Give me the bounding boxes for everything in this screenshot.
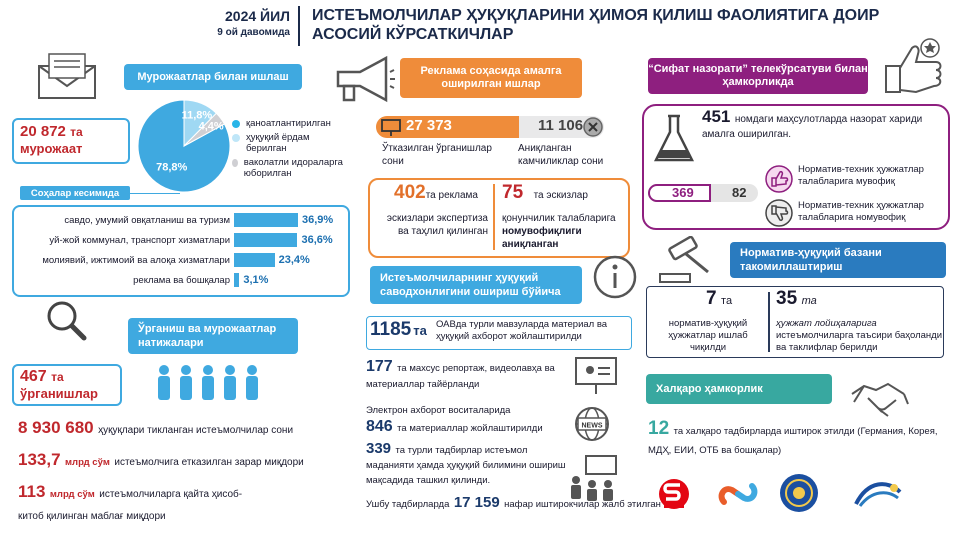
appeals-pie-chart [136,98,232,194]
divider [493,184,495,250]
legend-label: қаноатлантирилган [246,118,331,129]
sector-value: 3,1% [243,274,269,286]
legal-docs-unit: та [721,295,733,307]
sectors-bar-chart [14,212,348,292]
legend-dot [232,120,240,128]
literacy-mass-num: 1185 [370,319,412,340]
studies-count-label: ўрганишлар [20,386,98,401]
quality-ok-text: Норматив-техник ҳужжатлар талабларига мувофиқ [798,164,924,187]
legal-drafts [776,288,817,310]
literacy-participants-text: нафар иштирокчилар жалб этилган [504,499,661,510]
info-icon [592,254,638,300]
studies-row-unit: млрд сўм [49,489,95,500]
quality-bad-text: Норматив-техник ҳужжатлар талабларига номувофиқ [798,200,924,223]
studies-row-num: 8 930 680 [18,418,94,437]
legal-drafts-text1: ҳужжат лойиҳаларига [776,318,877,329]
quality-products [702,107,942,141]
ads-expertise-num: 402 [394,182,426,203]
ads-heading: Реклама соҳасида амалга оширилган ишлар [400,58,582,98]
literacy-events-text: та турли тадбирлар истеъмол маданияти ҳамда ҳуқуқий билимини ошириш мақсадида ташкил қилинди. [366,445,566,486]
ads-flaws-num: 11 106 [538,117,584,134]
legal-drafts-num: 35 [776,288,798,309]
sector-label: уй-жой коммунал, транспорт хизматлари [49,234,230,246]
divider [768,292,770,352]
sector-value: 36,9% [302,214,334,226]
studies-count-unit: та [51,370,64,384]
literacy-heading: Истеъмолчиларнинг ҳуқуқий саводхонлигини ошириш бўйича [370,266,582,304]
studies-row-unit: млрд сўм [65,457,110,468]
pie-legend [232,118,352,179]
svg-text:NEWS: NEWS [581,422,603,430]
legend-label: ҳуқуқий ёрдам берилган [245,132,310,154]
studies-total-box [12,364,122,406]
studies-row [18,482,258,527]
literacy-events [366,442,566,487]
sector-row [14,272,348,288]
thumbs-down-icon [764,198,794,228]
legend-dot [232,159,238,167]
legal-docs [706,288,732,310]
legend-label: ваколатли идораларга юборилган [243,157,343,179]
intl-events-text: та халқаро тадбирларда иштирок этилди (Германия, Корея, МДҲ, ЕИИ, ОТБ ва бошқалар) [648,426,938,456]
sector-bar [234,253,275,267]
thumbs-up-small-icon [764,164,794,194]
sector-label: савдо, умумий овқатланиш ва туризм [64,214,230,226]
page-title: ИСТЕЪМОЛЧИЛАР ҲУҚУҚЛАРИНИ ҲИМОЯ ҚИЛИШ ФАОЛИЯТИГА ДОИР АСОСИЙ КЎРСАТКИЧЛАР [312,7,880,43]
sparkasse-logo [652,476,696,512]
studies-row-text: истеъмолчиларга қайта ҳисоб-китоб қилинган маблағ миқдори [18,489,243,522]
quality-bad-num: 82 [732,185,747,200]
sector-label: реклама ва бошқалар [133,274,230,286]
literacy-online-num: 846 [366,418,393,435]
legal-drafts-unit: та [801,295,817,307]
report-period: 9 ой давомида [217,27,290,38]
ads-mismatch-unit: та эскизлар [533,190,588,201]
literacy-reports-text: та махсус репортаж, видеолавҳа ва материаллар тайёрланди [366,363,555,390]
studies-row-text: ҳуқуқлари тикланган истеъмолчилар сони [98,425,294,436]
quality-ok-num: 369 [672,185,694,200]
ads-studied-label: Ўтказилган ўрганишлар сони [382,143,492,167]
pie-slice-label: 4,4% [198,120,224,133]
flask-icon [652,112,696,166]
sector-bar [234,273,239,287]
literacy-events-num: 339 [366,440,392,457]
quality-products-text: номдаги маҳсулотларда назорат хариди амалга оширилган. [702,114,923,140]
literacy-mass-text: ОАВда турли мавзуларда материал ва ҳуқуқий ахборот жойлаштирилди [436,319,608,342]
literacy-reports [366,360,564,392]
literacy-reports-num: 177 [366,358,393,375]
legend-dot [232,134,240,142]
appeals-total-unit: та [70,125,83,139]
ads-mismatch-num: 75 [502,182,524,203]
gavel-icon [656,236,726,284]
studies-row [18,450,348,470]
sector-row [14,252,348,268]
ads-expertise-text: эскизлари экспертиза ва таҳлил қилинган [386,213,488,237]
news-globe-icon [572,404,612,444]
sector-label: молиявий, ижтимоий ва алоқа хизматлари [42,254,230,266]
studies-count-num: 467 [20,368,47,385]
sector-bar [234,233,297,247]
ads-studied-num: 27 373 [406,117,452,134]
literacy-online-text: Электрон ахборот воситаларида [366,405,511,416]
report-year: 2024 ЙИЛ [225,8,290,24]
magnifier-icon [44,298,88,342]
people-icon [154,364,274,400]
eaeu-logo [852,476,904,512]
handshake-icon [848,376,912,424]
quality-products-num: 451 [702,107,731,126]
thumbs-up-icon [876,36,948,96]
legal-docs-text: норматив-ҳуқуқий ҳужжатлар ишлаб чиқилди [668,318,748,353]
literacy-online-text2: та материаллар жойлаштирилди [397,423,543,434]
appeals-total-label: мурожаат [20,141,83,156]
literacy-participants [366,494,661,512]
sector-value: 36,6% [301,234,333,246]
literacy-online [366,418,566,436]
pie-slice-label: 11,8% [181,109,213,122]
ads-mismatch [502,182,588,204]
ads-mismatch-text2: номувофиқлиги аниқланган [502,226,582,250]
literacy-participants-pre: Ушбу тадбирларда [366,499,450,510]
studies-row-num: 113 [18,482,46,501]
ads-mismatch-text1: қонунчилик талабларига [502,213,616,224]
studies-row [18,418,348,438]
pie-slice-label: 78,8% [156,161,188,174]
legal-heading: Норматив-ҳуқуқий базани такомиллаштириш [730,242,946,278]
sector-value: 23,4% [278,254,310,266]
intl-events-num: 12 [648,418,670,439]
legal-drafts-text2: истеъмолчиларга таъсири баҳоланди ва таклифлар берилди [776,330,943,353]
ads-expertise-unit: та реклама [425,190,478,201]
presentation-icon [574,356,622,396]
intl-events [648,420,948,459]
ads-flaws-label: Аниқланган камчиликлар сони [518,143,604,167]
literacy-mass-unit: та [413,323,427,338]
studies-row-text: истеъмолчига етказилган зарар миқдори [114,457,304,468]
quality-heading: “Сифат назорати” телекўрсатуви билан ҳамкорликда [648,58,868,94]
appeals-total-num: 20 872 [20,123,66,140]
ads-expertise [394,182,478,204]
appeals-total-box [12,118,130,164]
chain-logo [716,474,760,514]
sector-bar [234,213,298,227]
literacy-mass [370,319,427,341]
sectors-heading: Соҳалар кесимида [20,186,130,200]
legal-docs-num: 7 [706,288,717,309]
header-divider [298,6,300,46]
megaphone-icon [330,54,396,104]
appeals-heading: Мурожаатлар билан ишлаш [124,64,302,90]
billboard-icon [380,117,402,137]
envelope-icon [36,52,98,100]
literacy-participants-num: 17 159 [453,494,500,511]
studies-heading: Ўрганиш ва мурожаатлар натижалари [128,318,298,354]
cis-emblem-logo [778,472,820,514]
intl-heading: Халқаро ҳамкорлик [646,374,832,404]
studies-row-num: 133,7 [18,450,61,469]
sector-row [14,212,348,228]
sector-row [14,232,348,248]
close-circle-icon [582,116,604,138]
